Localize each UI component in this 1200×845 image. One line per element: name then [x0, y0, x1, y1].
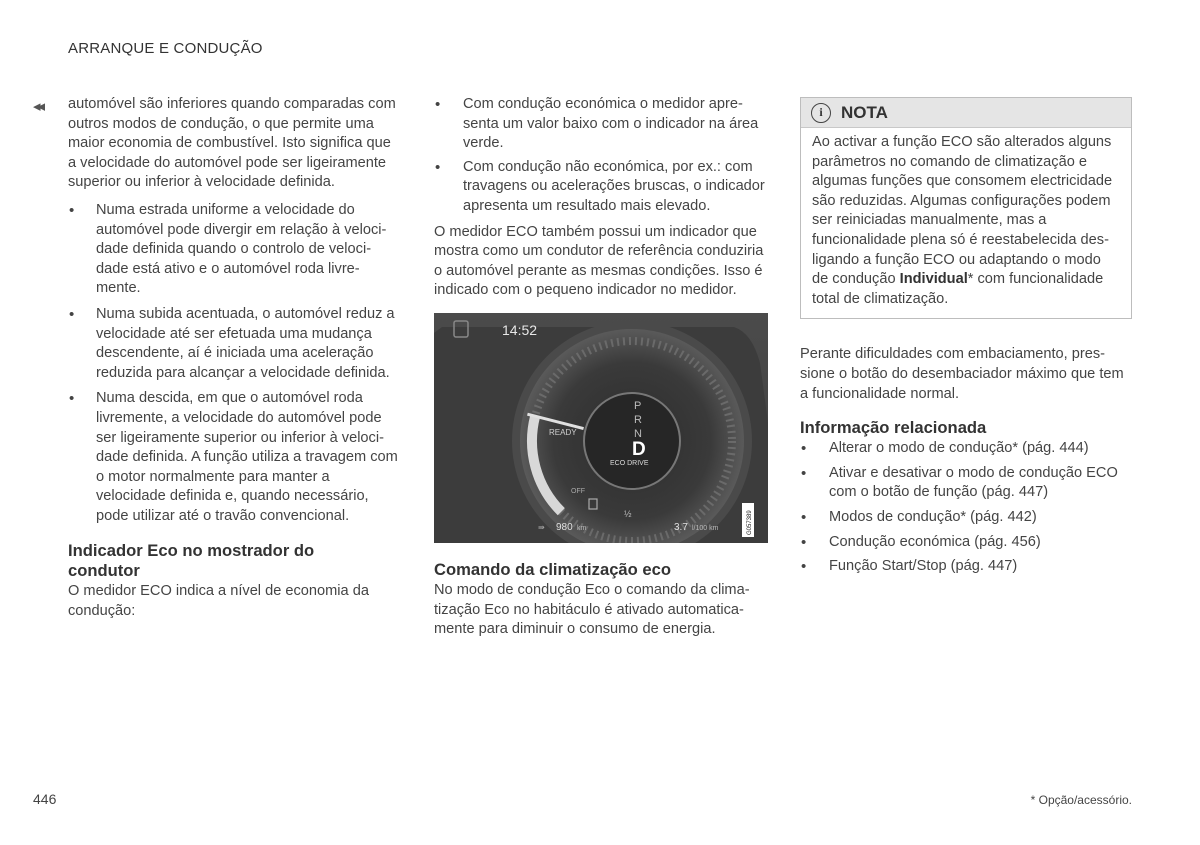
consumption-unit: l/100 km	[692, 524, 719, 532]
note-bold-term: Individual	[899, 271, 968, 288]
related-link[interactable]: • Função Start/Stop (pág. 447)	[800, 557, 1132, 577]
list-item: • Com condução não económica, por ex.: com travagens ou acelerações bruscas, o indicador apresenta um resultado mais elevado.	[434, 158, 770, 217]
continued-arrow-icon: ◂◂	[33, 98, 43, 115]
note-title: NOTA	[841, 102, 888, 122]
image-code: G057389	[747, 510, 753, 535]
half-label: ½	[624, 508, 632, 519]
section-paragraph: No modo de condução Eco o comando da climatização Eco no habitáculo é ativado automaticamente para diminuir o consumo de energia.	[434, 581, 750, 638]
section-heading: Comando da climatização eco	[434, 559, 671, 579]
range-unit: km	[577, 524, 587, 532]
section-heading: Indicador Eco no mostrador do condutor	[68, 541, 315, 581]
gear-n: N	[634, 427, 642, 440]
bullet-list	[68, 201, 398, 527]
note-text: Ao activar a função ECO são alterados alguns parâmetros no comando de climatização e algumas funções que consomem electricidade são reduzidas. Algumas configurações podem ser reiniciadas manualmente, mas a funcionalidade plena só é reestabelecida desligando a função ECO ou adaptando o modo de condução	[812, 134, 1113, 288]
fuel-range-icon: ⇛	[538, 522, 545, 532]
dashboard-svg	[434, 313, 768, 543]
section-header: ARRANQUE E CONDUÇÃO	[68, 40, 263, 57]
list-item: • Numa subida acentuada, o automóvel reduz a velocidade até ser efetuada uma mudança descendente, aí é iniciada uma aceleração reduzida para alcançar a velocidade definida.	[68, 305, 398, 383]
section-paragraph: O medidor ECO indica a nível de economia da condução:	[68, 583, 369, 620]
info-icon: i	[811, 103, 831, 123]
gear-d: D	[632, 438, 646, 460]
related-link[interactable]: • Condução económica (pág. 456)	[800, 533, 1132, 553]
note-box	[800, 97, 1132, 319]
column-middle	[434, 95, 770, 640]
page-number: 446	[33, 791, 57, 807]
list-item: • Numa descida, em que o automóvel roda livremente, a velocidade do automóvel pode ser ligeiramente superior ou inferior à velocidade definida. A função utiliza a travagem com o motor normalmente para manter a velocidade definida e, quando necessário, pode utilizar até o travão convencional.	[68, 389, 398, 526]
bullet-list	[434, 95, 770, 217]
note-text-end: * com funcionalidade total de climatização.	[812, 271, 1104, 307]
driver-display-image	[434, 313, 768, 543]
related-link[interactable]: • Alterar o modo de condução* (pág. 444)	[800, 439, 1132, 459]
column-right	[800, 95, 1132, 577]
column-left	[68, 95, 398, 622]
related-links	[800, 439, 1132, 577]
list-item: • Com condução económica o medidor apresenta um valor baixo com o indicador na área verde.	[434, 95, 770, 154]
note-header	[801, 98, 1131, 128]
related-link[interactable]: • Modos de condução* (pág. 442)	[800, 508, 1132, 528]
gear-p: P	[634, 399, 642, 412]
paragraph: O medidor ECO também possui um indicador que mostra como um condutor de referência conduziria o automóvel perante as mesmas condições. Isso é indicado com o pequeno indicador no medidor.	[434, 223, 764, 299]
off-label: OFF	[571, 487, 585, 495]
eco-drive-label: ECO DRIVE	[610, 459, 649, 467]
related-heading: Informação relacionada	[800, 418, 987, 438]
range-value: 980	[556, 521, 573, 533]
footnote: * Opção/acessório.	[1030, 793, 1132, 807]
intro-paragraph: automóvel são inferiores quando comparadas com outros modos de condução, o que permite uma maior economia de combustível. Isto significa que a velocidade do automóvel pode ser ligeiramente superior ou inferior à velocidade definida.	[68, 96, 396, 191]
list-item: • Numa estrada uniforme a velocidade do automóvel pode divergir em relação à velocidade definida quando o controlo de velocidade está ativo e o automóvel roda livremente.	[68, 201, 398, 299]
paragraph: Perante dificuldades com embaciamento, pressione o botão do desembaciador máximo que tem a funcionalidade normal.	[800, 346, 1124, 402]
related-link[interactable]: • Ativar e desativar o modo de condução ECO com o botão de função (pág. 447)	[800, 464, 1132, 503]
ready-label: READY	[549, 427, 577, 437]
gear-r: R	[634, 413, 642, 426]
clock-time: 14:52	[502, 321, 538, 338]
consumption-value: 3.7	[674, 521, 688, 533]
note-body	[801, 128, 1131, 318]
